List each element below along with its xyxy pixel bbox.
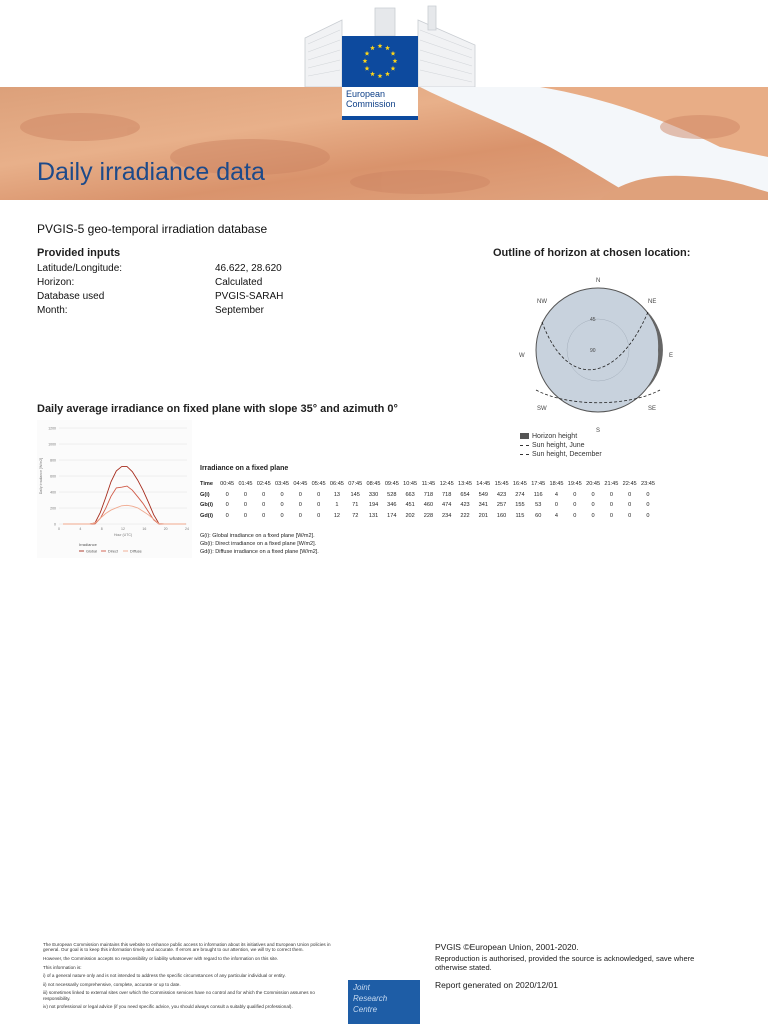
value-cell: 0 [280,512,284,519]
value-cell: 0 [243,512,247,519]
value-cell: 0 [554,502,559,509]
swatch-june [520,445,529,446]
value-cell: 330 [368,491,379,498]
european-commission-logo [342,36,418,120]
value-cell: 53 [535,502,542,509]
disclaimer-p: iii) sometimes linked to external sites over which the Commission services have no control and for which the Commission assumes no responsibility. [43,990,315,1001]
value-cell: 1 [335,502,339,509]
input-value: September [215,305,264,316]
value-cell: 4 [554,512,559,519]
value-cell: 116 [533,491,543,498]
time-cell: 17:45 [531,481,546,488]
value-cell: 474 [442,502,452,509]
disclaimer-p: i) of a general nature only and is not intended to address the specific circumstances of any particular individual or entity. [43,973,286,979]
ring-label-45: 45 [590,317,596,323]
value-cell: 0 [280,502,284,509]
value-cell: 549 [478,491,488,498]
value-cell: 274 [515,491,525,498]
value-cell: 0 [225,512,229,519]
value-cell: 145 [350,491,360,498]
time-cell: 10:45 [403,481,418,488]
time-cell: 04:45 [293,481,308,488]
legend-sun-december [520,451,602,460]
value-cell: 663 [405,491,415,498]
value-cell: 0 [609,502,613,509]
time-cell: 01:45 [238,481,253,488]
value-cell: 194 [368,502,379,509]
value-cell: 0 [262,502,266,509]
dir-n: N [596,278,601,284]
time-cell: 16:45 [512,481,527,488]
legend-label: Sun height, June [532,442,585,449]
time-cell: 18:45 [549,481,564,488]
time-cell: 05:45 [311,481,326,488]
input-row-horizon [37,277,263,288]
value-cell: 0 [243,502,247,509]
value-cell: 0 [591,491,595,498]
legend-label: Global [86,549,97,554]
value-cell: 0 [225,502,229,509]
time-cell: 07:45 [348,481,363,488]
value-cell: 0 [317,512,321,519]
report-date: Report generated on 2020/12/01 [435,980,558,990]
y-tick-label: 800 [50,458,56,463]
swatch-horizon [520,433,529,439]
disclaimer-p: This information is: [43,964,82,970]
x-axis-label: Hour (UTC) [113,533,133,537]
value-cell: 0 [298,491,302,498]
value-cell: 0 [628,512,632,519]
row-label: Gd(i) [200,512,214,519]
input-value: Calculated [215,277,263,288]
dir-w: W [519,353,525,359]
jrc-logo [348,980,420,1024]
value-cell: 346 [387,502,397,509]
value-cell: 0 [262,512,266,519]
value-cell: 528 [387,491,397,498]
input-label: Latitude/Longitude: [37,263,123,274]
value-cell: 0 [591,502,595,509]
legend-horizon-height [520,433,602,442]
input-value: PVGIS-SARAH [215,291,284,302]
value-cell: 0 [573,502,577,509]
value-cell: 174 [387,512,397,519]
input-value: 46.622, 28.620 [215,263,282,274]
x-tick-label: 4 [79,527,82,531]
value-cell: 13 [333,491,341,498]
value-cell: 718 [423,491,434,498]
time-cell: 19:45 [567,481,582,488]
dir-s: S [596,428,601,434]
note-diffuse: Gd(i): Diffuse irradiance on a fixed plane [W/m2]. [200,549,319,555]
dir-sw: SW [537,406,547,412]
logo-line-1: European [346,89,386,99]
x-tick-label: 8 [100,527,103,531]
value-cell: 12 [333,512,341,519]
value-cell: 0 [243,491,247,498]
value-cell: 0 [628,502,632,509]
legend-label: Horizon height [532,433,578,440]
value-cell: 451 [405,502,415,509]
value-cell: 0 [573,491,577,498]
time-cell: 12:45 [439,481,454,488]
value-cell: 654 [460,491,470,498]
value-cell: 222 [460,512,470,519]
time-cell: 14:45 [476,481,491,488]
inputs-heading: Provided inputs [37,247,121,259]
legend-label: Diffuse [130,549,142,554]
value-cell: 257 [496,502,507,509]
value-cell: 0 [646,512,650,519]
x-tick-label: 0 [58,527,60,531]
time-cell: 09:45 [384,481,399,488]
value-cell: 423 [496,491,507,498]
header-banner [0,0,768,200]
note-direct: Gb(i): Direct irradiance on a fixed plane [W/m2]. [200,541,317,547]
value-cell: 0 [609,512,613,519]
table-header-row [200,479,657,490]
time-header: Time [200,481,213,488]
legend-label: Direct [108,549,118,554]
x-tick-label: 12 [121,527,125,531]
value-cell: 0 [646,491,650,498]
value-cell: 71 [352,502,359,509]
legend-label: Sun height, December [532,451,602,458]
time-cell: 06:45 [329,481,344,488]
ring-label-90: 90 [590,348,596,354]
value-cell: 234 [442,512,452,519]
value-cell: 72 [352,512,359,519]
value-cell: 115 [515,512,525,519]
horizon-polar-svg [508,272,686,437]
table-notes [200,532,319,556]
disclaimer-p: The European Commission maintains this website to enhance public access to information about its initiatives and European Union policies in general. Our goal is to keep this information timely and accurate. If errors are brought to our attention, we will try to correct them. [43,942,331,953]
disclaimer-p: However, the Commission accepts no responsibility or liability whatsoever with regard to the information on this site. [43,956,279,961]
value-cell: 155 [515,502,525,509]
time-cell: 23:45 [640,481,655,488]
swatch-december [520,454,529,455]
input-label: Horizon: [37,277,75,288]
value-cell: 0 [609,491,613,498]
logo-text [346,89,396,109]
dir-e: E [669,353,674,359]
value-cell: 460 [423,502,434,509]
logo-line-2: Commission [346,99,396,109]
time-cell: 20:45 [586,481,601,488]
value-cell: 0 [225,491,229,498]
dir-nw: NW [537,299,547,305]
jrc-line: Joint [353,983,370,992]
value-cell: 0 [591,512,595,519]
value-cell: 0 [317,502,321,509]
value-cell: 160 [496,512,507,519]
value-cell: 0 [317,491,321,498]
table-row [200,511,657,522]
irradiance-chart-svg [37,420,192,558]
time-cell: 00:45 [220,481,235,488]
y-tick-label: 600 [50,474,56,479]
x-tick-label: 16 [142,527,147,531]
disclaimer-p: iv) not professional or legal advice (if you need specific advice, you should always consult a suitably qualified professional). [43,1004,293,1010]
value-cell: 60 [535,512,542,519]
input-row-month [37,305,264,316]
jrc-line: Research [353,994,388,1003]
row-label: Gb(i) [200,502,214,509]
horizon-heading: Outline of horizon at chosen location: [493,247,691,259]
y-tick-label: 400 [50,490,56,495]
legend-title: Irradiance [79,542,97,547]
value-cell: 0 [262,491,266,498]
time-cell: 15:45 [494,481,509,488]
note-global: G(i): Global irradiance on a fixed plane [W/m2]. [200,533,315,539]
irradiance-table [200,479,657,521]
value-cell: 228 [423,512,434,519]
dir-se: SE [648,406,657,412]
value-cell: 0 [646,502,650,509]
time-cell: 22:45 [622,481,637,488]
dir-ne: NE [648,299,657,305]
disclaimer [43,942,333,1013]
jrc-line: Centre [353,1005,378,1014]
table-title: Irradiance on a fixed plane [200,465,289,472]
value-cell: 718 [442,491,452,498]
value-cell: 0 [280,491,284,498]
horizon-legend [520,433,602,460]
disclaimer-p: ii) not necessarily comprehensive, complete, accurate or up to date. [43,981,181,987]
daily-heading: Daily average irradiance on fixed plane with slope 35° and azimuth 0° [37,403,398,415]
y-tick-label: 200 [50,506,56,511]
value-cell: 202 [405,512,415,519]
series-line-global [63,467,186,524]
database-subtitle: PVGIS-5 geo-temporal irradiation database [37,222,268,236]
horizon-disc [536,288,660,412]
time-cell: 02:45 [256,481,271,488]
row-label: G(i) [200,491,210,498]
time-cell: 08:45 [366,481,381,488]
input-row-database [37,291,284,302]
value-cell: 0 [298,502,302,509]
table-row [200,490,657,501]
y-tick-label: 0 [54,522,56,527]
value-cell: 131 [368,512,379,519]
x-tick-label: 24 [185,527,189,531]
value-cell: 201 [478,512,488,519]
copyright: PVGIS ©European Union, 2001-2020. [435,942,579,952]
input-label: Database used [37,291,105,302]
value-cell: 0 [628,491,632,498]
input-row-latlon [37,263,282,274]
legend-sun-june [520,442,602,451]
value-cell: 4 [554,491,559,498]
input-label: Month: [37,305,68,316]
time-cell: 03:45 [275,481,290,488]
table-row [200,500,657,511]
value-cell: 341 [478,502,488,509]
time-cell: 11:45 [421,481,436,488]
page-title: Daily irradiance data [37,158,265,186]
irradiance-chart [37,420,192,558]
value-cell: 0 [573,512,577,519]
time-cell: 21:45 [604,481,619,488]
reproduction-notice: Reproduction is authorised, provided the source is acknowledged, save where otherwise stated. [435,954,695,972]
value-cell: 0 [298,512,302,519]
y-tick-label: 1000 [48,442,56,447]
y-tick-label: 1200 [48,426,56,431]
y-axis-label: Daily irradiance [W/m2] [39,457,43,495]
x-tick-label: 20 [163,527,168,531]
value-cell: 423 [460,502,470,509]
time-cell: 13:45 [458,481,472,488]
